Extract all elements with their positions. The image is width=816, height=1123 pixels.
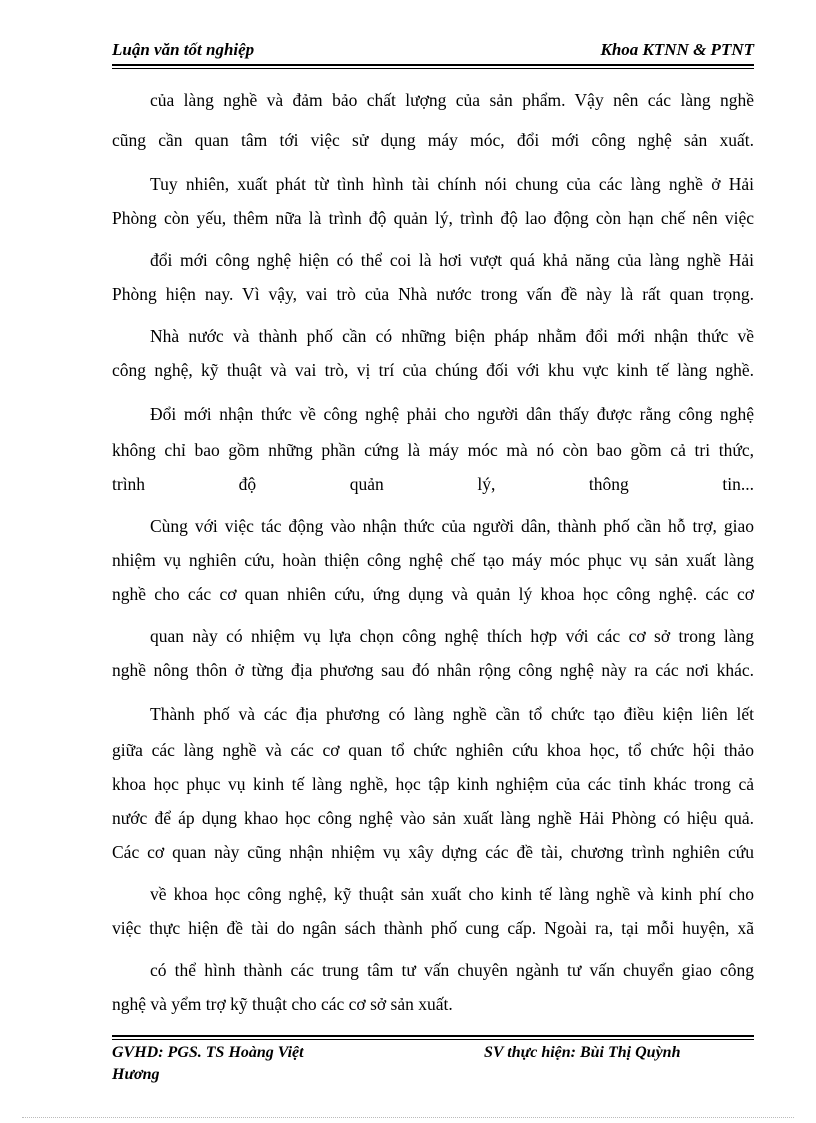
text-line: giữa các làng nghề và các cơ quan tổ chức nghiên cứu khoa học, tổ chức hội thảo — [112, 740, 754, 760]
text-line: Phòng hiện nay. Vì vậy, vai trò của Nhà nước trong vấn đề này là rất quan trọng. — [112, 284, 754, 304]
text-line: khoa học phục vụ kinh tế làng nghề, học tập kinh nghiệm của các tỉnh khác trong cả — [112, 774, 754, 794]
text-line: nghề cho các cơ quan nhiên cứu, ứng dụng và quản lý khoa học công nghệ. các cơ — [112, 584, 754, 604]
text-line: cũng cần quan tâm tới việc sử dụng máy móc, đổi mới công nghệ sản xuất. — [112, 130, 754, 150]
header-rule — [112, 64, 754, 69]
text-line: nước để áp dụng khao học công nghệ vào sản xuất làng nghề Hải Phòng có hiệu quả. — [112, 808, 754, 828]
text-line: Nhà nước và thành phố cần có những biện pháp nhằm đổi mới nhận thức về — [150, 326, 754, 346]
text-line: công nghệ, kỹ thuật và vai trò, vị trí của chúng đối với khu vực kinh tế làng nghề. — [112, 360, 754, 380]
text-line: Phòng còn yếu, thêm nữa là trình độ quản lý, trình độ lao động còn hạn chế nên việc — [112, 208, 754, 228]
text-line: Thành phố và các địa phương có làng nghề cần tổ chức tạo điều kiện liên lết — [150, 704, 754, 724]
text-line: đổi mới công nghệ hiện có thể coi là hơi vượt quá khả năng của làng nghề Hải — [150, 250, 754, 270]
text-line: nhiệm vụ nghiên cứu, hoàn thiện công nghệ chế tạo máy móc phục vụ sản xuất làng — [112, 550, 754, 570]
text-line: nghệ và yểm trợ kỹ thuật cho các cơ sở sản xuất. — [112, 994, 453, 1014]
text-line: quan này có nhiệm vụ lựa chọn công nghệ thích hợp với các cơ sở trong làng — [150, 626, 754, 646]
text-line: Đổi mới nhận thức về công nghệ phải cho người dân thấy được rằng công nghệ — [150, 404, 754, 424]
text-line: Các cơ quan này cũng nhận nhiệm vụ xây dựng các đề tài, chương trình nghiên cứu — [112, 842, 754, 862]
footer-rule — [112, 1035, 754, 1040]
text-line: Tuy nhiên, xuất phát từ tình hình tài chính nói chung của các làng nghề ở Hải — [150, 174, 754, 194]
page-bottom-edge — [22, 1117, 794, 1118]
text-line: có thể hình thành các trung tâm tư vấn chuyên ngành tư vấn chuyển giao công — [150, 960, 754, 980]
text-line: nghề nông thôn ở từng địa phương sau đó nhân rộng công nghệ này ra các nơi khác. — [112, 660, 754, 680]
footer-right: SV thực hiện: Bùi Thị Quỳnh — [484, 1044, 681, 1061]
header-right: Khoa KTNN & PTNT — [600, 40, 754, 59]
text-line: Cùng với việc tác động vào nhận thức của người dân, thành phố cần hỗ trợ, giao — [150, 516, 754, 536]
footer-left: GVHD: PGS. TS Hoàng Việt Hương — [112, 1044, 304, 1083]
text-line: không chỉ bao gồm những phần cứng là máy móc mà nó còn bao gồm cả tri thức, — [112, 440, 754, 460]
text-line: của làng nghề và đảm bảo chất lượng của sản phẩm. Vậy nên các làng nghề — [150, 90, 754, 110]
text-line: về khoa học công nghệ, kỹ thuật sản xuất cho kinh tế làng nghề và kinh phí cho — [150, 884, 754, 904]
text-line: trình độ quản lý, thông tin... — [112, 474, 754, 494]
text-line: việc thực hiện đề tài do ngân sách thành phố cung cấp. Ngoài ra, tại mỗi huyện, xã — [112, 918, 754, 938]
header-left: Luận văn tốt nghiệp — [112, 40, 255, 59]
page-header — [112, 40, 754, 64]
